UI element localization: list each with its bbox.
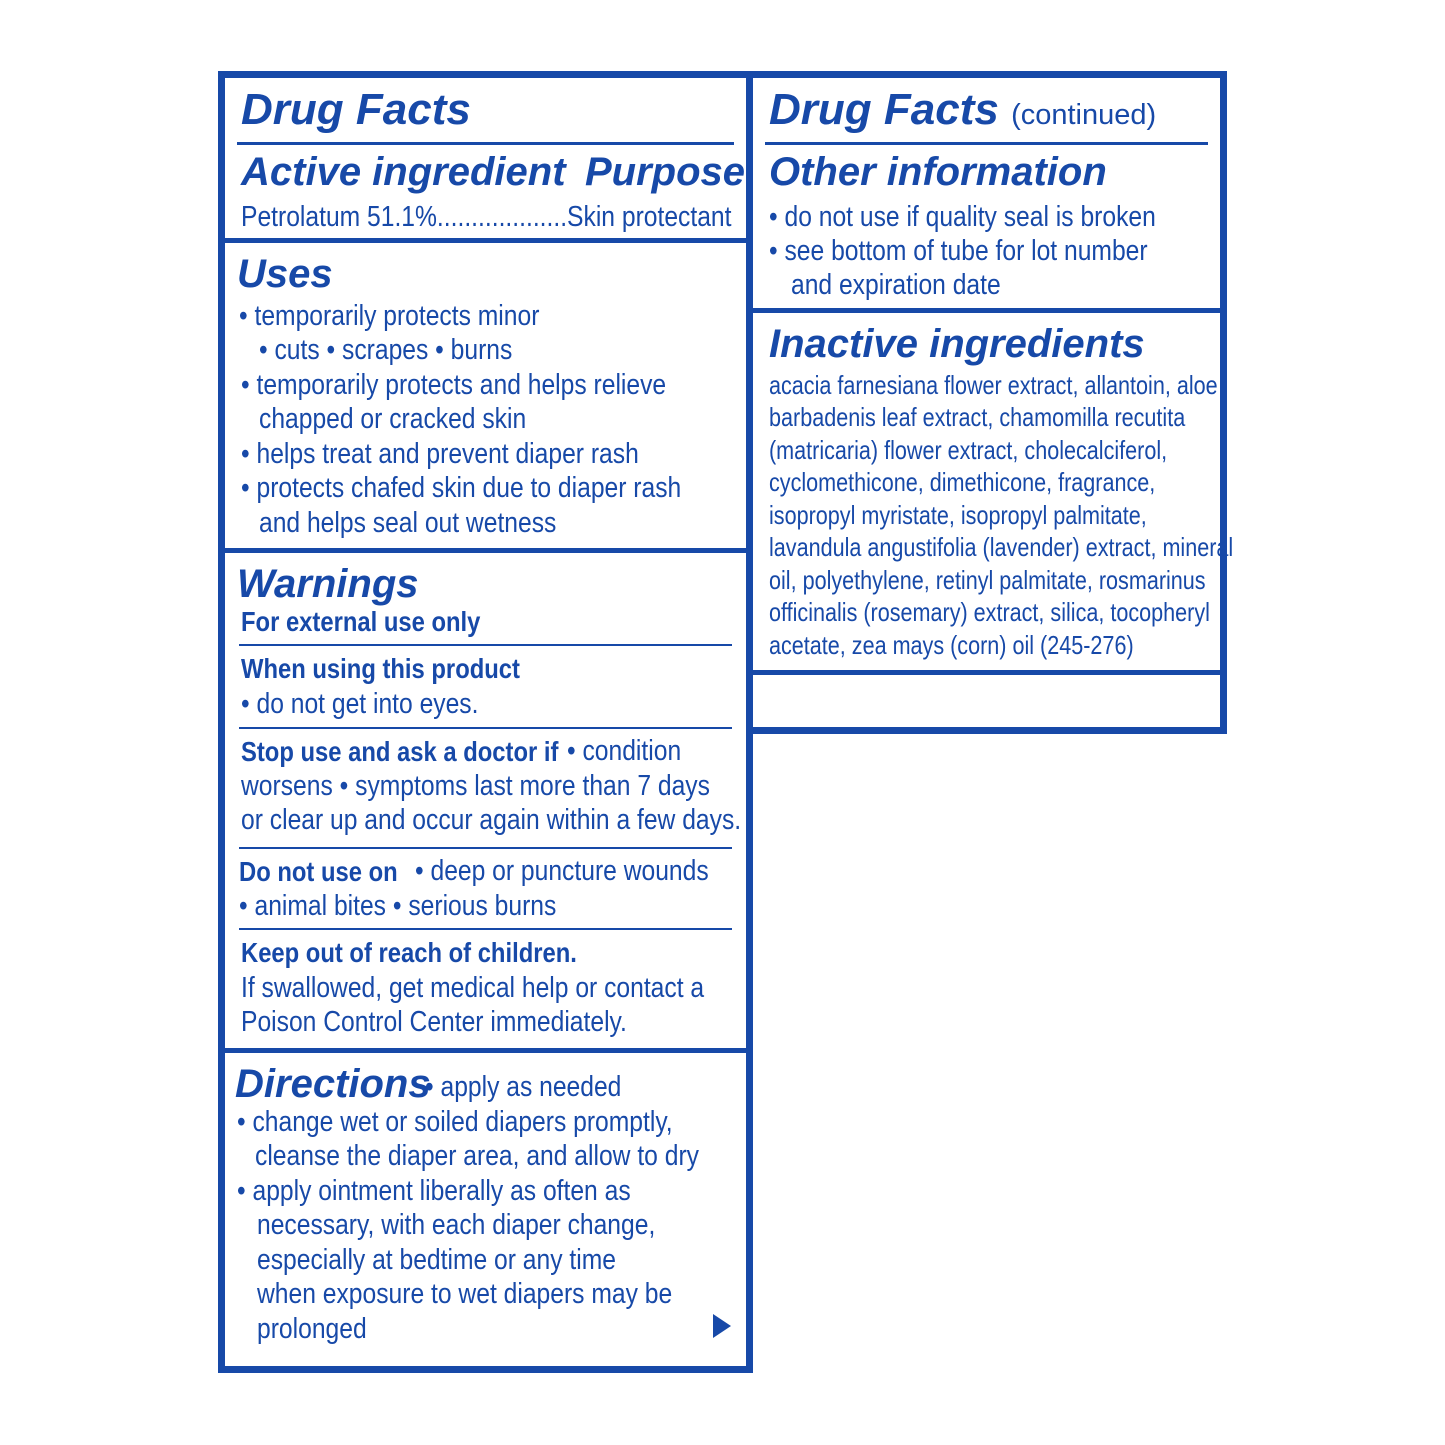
directions-line: when exposure to wet diapers may be [257, 1278, 673, 1310]
uses-heading: Uses [237, 252, 333, 296]
section-divider [225, 548, 746, 553]
purpose-heading: Purpose [585, 150, 746, 194]
stop-use-heading: Stop use and ask a doctor if [241, 736, 559, 767]
directions-line: • change wet or soiled diapers promptly, [237, 1106, 673, 1138]
drug-facts-title: Drug Facts [241, 85, 471, 134]
drug-facts-panel-right [746, 71, 1234, 734]
when-using-heading: When using this product [241, 653, 520, 684]
external-use-heading: For external use only [241, 606, 481, 637]
do-not-use-line: • deep or puncture wounds [415, 855, 709, 887]
other-information-heading: Other information [769, 150, 1107, 194]
other-line: • do not use if quality seal is broken [769, 201, 1156, 233]
inactive-line: lavandula angustifolia (lavender) extract, mineral [769, 532, 1234, 562]
inactive-line: acacia farnesiana flower extract, allantoin, aloe [769, 370, 1218, 400]
directions-heading: Directions [235, 1062, 431, 1106]
warnings-divider [239, 727, 732, 729]
section-divider [753, 308, 1220, 313]
inactive-line: (matricaria) flower extract, cholecalciferol, [769, 435, 1168, 465]
uses-line: • protects chafed skin due to diaper rash [241, 472, 682, 504]
other-line: and expiration date [791, 269, 1001, 301]
continued-label: (continued) [1011, 99, 1157, 131]
stop-use-line: • condition [567, 735, 682, 767]
drug-facts-title-text: Drug Facts [769, 85, 999, 134]
inactive-ingredients-heading: Inactive ingredients [769, 322, 1145, 366]
drug-facts-title [769, 85, 1157, 134]
stop-use-line: or clear up and occur again within a few days. [241, 804, 742, 836]
inactive-line: oil, polyethylene, retinyl palmitate, rosmarinus [769, 565, 1206, 595]
directions-line: prolonged [257, 1313, 367, 1345]
drug-facts-panel-left [218, 71, 753, 1373]
title-divider [237, 142, 734, 145]
uses-line: • temporarily protects minor [239, 300, 540, 332]
warnings-heading: Warnings [237, 562, 419, 606]
warnings-divider [239, 928, 732, 930]
section-divider [225, 238, 746, 243]
inactive-line: officinalis (rosemary) extract, silica, tocopheryl [769, 597, 1210, 627]
warnings-divider [239, 847, 732, 849]
keep-out-line: Poison Control Center immediately. [241, 1006, 627, 1038]
when-using-line: • do not get into eyes. [241, 688, 479, 720]
active-ingredient-heading: Active ingredient [241, 150, 566, 194]
section-divider [753, 670, 1220, 675]
play-arrow-icon [713, 1314, 731, 1338]
directions-line: • apply ointment liberally as often as [237, 1175, 631, 1207]
warnings-divider [239, 644, 732, 646]
active-ingredient-line: Petrolatum 51.1%...................Skin protectant [241, 201, 732, 233]
title-divider [765, 142, 1208, 145]
uses-line: • helps treat and prevent diaper rash [241, 438, 639, 470]
other-line: • see bottom of tube for lot number [769, 235, 1148, 267]
inactive-line: isopropyl myristate, isopropyl palmitate, [769, 500, 1147, 530]
uses-line: and helps seal out wetness [259, 507, 557, 539]
inactive-line: barbadenis leaf extract, chamomilla recutita [769, 402, 1186, 432]
section-divider [225, 1048, 746, 1053]
directions-line: especially at bedtime or any time [257, 1244, 616, 1276]
inactive-line: acetate, zea mays (corn) oil (245-276) [769, 630, 1134, 660]
inactive-line: cyclomethicone, dimethicone, fragrance, [769, 467, 1156, 497]
directions-line: • apply as needed [425, 1071, 622, 1103]
do-not-use-heading: Do not use on [239, 856, 398, 887]
uses-line: • cuts • scrapes • burns [259, 334, 513, 366]
directions-line: cleanse the diaper area, and allow to dry [255, 1140, 699, 1172]
do-not-use-line: • animal bites • serious burns [239, 890, 557, 922]
stop-use-line: worsens • symptoms last more than 7 days [241, 770, 710, 802]
keep-out-heading: Keep out of reach of children. [241, 937, 577, 968]
directions-line: necessary, with each diaper change, [257, 1209, 656, 1241]
keep-out-line: If swallowed, get medical help or contact a [241, 972, 705, 1004]
uses-line: • temporarily protects and helps relieve [241, 369, 667, 401]
uses-line: chapped or cracked skin [259, 403, 527, 435]
